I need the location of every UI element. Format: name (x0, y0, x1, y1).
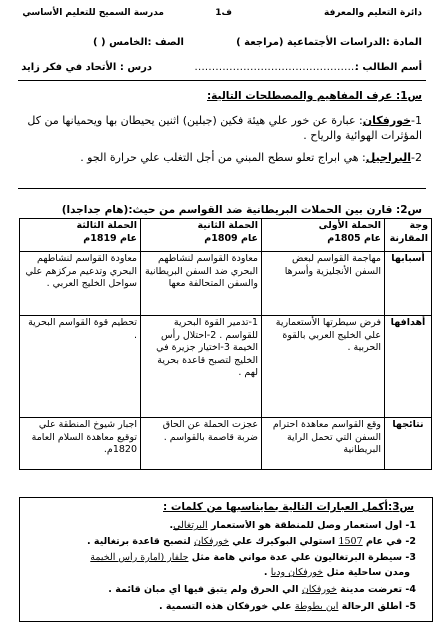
table-cell: عجزت الحملة عن الحاق ضربة قاصمة بالقواسم . (141, 418, 262, 470)
table-cell: معاودة القواسم لنشاطهم البحري وتدعيم مركزهم علي سواحل الخليج العربي . (20, 252, 141, 316)
q3-title: س3:أكمل العبارات التالية بمايناسبها من كلمات : (163, 501, 414, 513)
q1-item-1: 1-خورفكان: عبارة عن خور علي هيئة فكين (جبلين) اثنين يحيطان بها ويحميانها من كل المؤثرات الهوائية والرياح . (27, 114, 422, 142)
answer-blank[interactable]: ابن بطوطة (294, 601, 339, 612)
row-label-results: نتائجها (385, 418, 432, 470)
campaign-header: الحملة الثانية عام 1809م (141, 219, 262, 252)
campaign-header: الحملة الأولى عام 1805م (262, 219, 385, 252)
table-cell: 1-تدمير القوة البحرية للقواسم . 2-احتلال رأس الخيمة 3-اختيار جزيرة في الخليج لتصبح قاعدة بحرية لهم . (141, 316, 262, 418)
table-cell: فرض سيطرتها الأستعمارية علي الخليج العربي بالقوة الحربية . (262, 316, 385, 418)
answer-blank[interactable]: خورفكان (301, 584, 337, 595)
q1-title: س1: عرف المفاهيم والمصطلحات التالية: (206, 90, 422, 102)
grade-label: الصف :الخامس ( ) (92, 37, 184, 48)
student-name-label: أسم الطالب : (354, 62, 422, 73)
table-row (20, 418, 432, 470)
school-name: مدرسة السميح للتعليم الأساسي (22, 8, 164, 18)
q1-term-barajeel: البراجيل (365, 151, 412, 164)
table-cell: اجبار شيوخ المنطقة علي توقيع معاهدة السلام العامة 1820م. (20, 418, 141, 470)
comparison-axis-header: وجة المقارنة (385, 219, 432, 252)
table-cell: مهاجمة القواسم لبعض السفن الأنجليزية وأسرها (262, 252, 385, 316)
q3-item-4: 4- تعرضت مدينة خورفكان الي الحرق ولم يتبق فيها أي مبان قائمة . (108, 584, 416, 595)
header-divider (18, 80, 426, 81)
ministry-name: دائرة التعليم والمعرفة (323, 8, 422, 18)
answer-blank[interactable]: جلفار (امارة رأس الخيمة (90, 552, 189, 563)
form-code: ف1 (215, 8, 232, 18)
q3-item-5: 5- أطلق الرحالة ابن بطوطة علي خورفكان هذه التسمية . (158, 601, 416, 612)
table-cell: وقع القواسم معاهدة احترام السفن التي تحمل الراية البريطانية (262, 418, 385, 470)
comparison-table (19, 218, 432, 470)
q3-item-2: 2- في عام 1507 استولي البوكيرك علي خورفكان لتصبح قاعدة برتغالية . (87, 536, 416, 547)
table-header-row (20, 219, 432, 252)
table-row (20, 316, 432, 418)
q1-divider (18, 188, 426, 189)
q2-title: س2: قارن بين الحملات البريطانية ضد القواسم من حيث:(هام جداجدا) (61, 204, 422, 216)
q3-item-3-cont: ومدن ساحلية مثل خورفكان ودبا . (263, 567, 410, 578)
answer-blank[interactable]: خورفكان (193, 536, 229, 547)
answer-blank[interactable]: 1507 (338, 536, 363, 547)
answer-blank[interactable]: خورفكان ودبا (270, 567, 324, 578)
subject-label: المادة :الدراسات الأجتماعية (مراجعة ) (236, 37, 422, 48)
table-cell: تحطيم قوة القواسم البحرية . (20, 316, 141, 418)
q3-item-1: 1- أول استعمار وصل للمنطقة هو الأستعمار البرتغالي. (169, 520, 416, 531)
q1-term-khorfakkan: خورفكان (362, 114, 412, 127)
table-row (20, 252, 432, 316)
campaign-header: الحملة الثالثة عام 1819م (20, 219, 141, 252)
table-cell: معاودة القواسم لنشاطهم البحري ضد السفن البريطانية والسفن المتحالفة معها (141, 252, 262, 316)
lesson-label: درس : الأتحاد في فكر زايد (21, 62, 152, 73)
row-label-causes: أسبابها (385, 252, 432, 316)
q3-item-3: 3- سيطرة البرتغاليون علي عدة مواني هامة مثل جلفار (امارة رأس الخيمة (90, 552, 416, 563)
answer-blank[interactable]: البرتغالي (173, 520, 208, 531)
row-label-goals: أهدافها (385, 316, 432, 418)
q1-item-2: 2-البراجيل: هي ابراج تعلو سطح المبني من أجل التغلب علي حرارة الجو . (80, 151, 422, 164)
student-name-field[interactable]: ............................................... (194, 62, 358, 73)
